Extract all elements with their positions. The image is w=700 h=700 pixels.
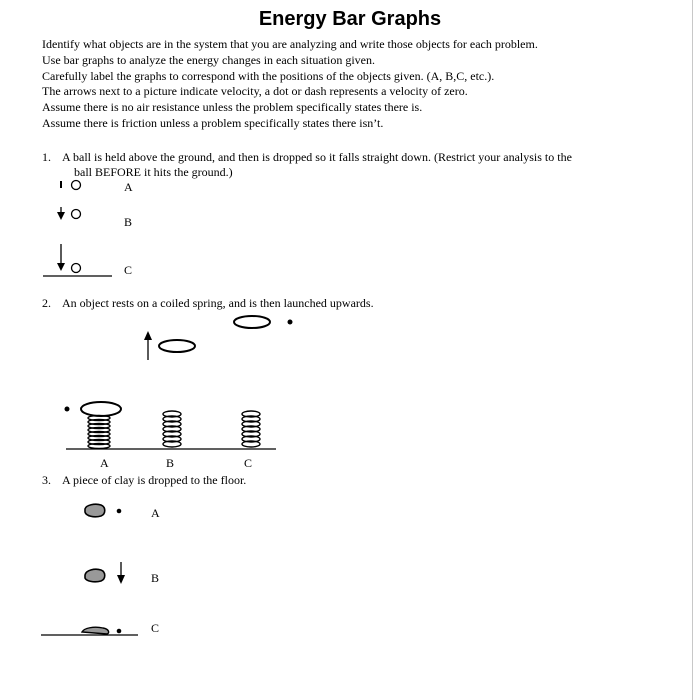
- problem-2-figure: [65, 316, 293, 449]
- object-top: [234, 316, 270, 328]
- page-title: Energy Bar Graphs: [258, 8, 442, 30]
- arrow-head-icon: [117, 575, 125, 584]
- clay-c-flattened: [82, 627, 109, 634]
- problem-3-text: A piece of clay is dropped to the floor.: [62, 473, 247, 487]
- problem-3-label-c: C: [151, 621, 160, 635]
- problem-1-line-1: A ball is held above the ground, and then is dropped so it falls straight down. (Restrict your analysis to the: [62, 150, 572, 164]
- problem-1-number: 1.: [42, 150, 51, 164]
- zero-velocity-dot: [65, 407, 70, 412]
- zero-velocity-dot: [117, 509, 122, 514]
- spring-a: [88, 416, 110, 449]
- object-on-spring: [81, 402, 121, 416]
- ball-b: [72, 210, 81, 219]
- problem-2-text: An object rests on a coiled spring, and is then launched upwards.: [62, 296, 374, 310]
- zero-velocity-dot: [288, 320, 293, 325]
- ball-c: [72, 264, 81, 273]
- problem-2-number: 2.: [42, 296, 51, 310]
- object-launched: [159, 340, 195, 352]
- instruction-line: Carefully label the graphs to correspond with the positions of the objects given. (A, B,C, etc.).: [42, 68, 495, 83]
- problem-3-label-a: A: [151, 506, 160, 520]
- problem-3-number: 3.: [42, 473, 51, 487]
- spring-b: [163, 411, 181, 447]
- problem-3-figure: [41, 504, 138, 635]
- ball-a: [72, 181, 81, 190]
- problem-1-label-c: C: [124, 263, 133, 277]
- problem-2-label-c: C: [244, 456, 253, 470]
- arrow-head-icon: [57, 263, 65, 271]
- instruction-line: Assume there is friction unless a problem specifically states there isn’t.: [42, 115, 384, 130]
- problem-2-label-b: B: [166, 456, 175, 470]
- arrow-head-icon: [57, 212, 65, 220]
- problem-1-line-2: ball BEFORE it hits the ground.): [74, 165, 233, 179]
- zero-velocity-dot: [117, 629, 122, 634]
- problem-1-label-b: B: [124, 215, 133, 229]
- spring-c: [242, 411, 260, 447]
- instruction-line: The arrows next to a picture indicate velocity, a dot or dash represents a velocity of zero.: [42, 84, 468, 99]
- instruction-line: Identify what objects are in the system that you are analyzing and write those objects for each problem.: [42, 37, 538, 51]
- problem-3-label-b: B: [151, 571, 160, 585]
- instruction-line: Use bar graphs to analyze the energy changes in each situation given.: [42, 52, 375, 67]
- problem-2-label-a: A: [100, 456, 109, 470]
- clay-b: [85, 569, 105, 582]
- arrow-head-icon: [144, 331, 152, 340]
- problem-1-figure: [43, 181, 112, 277]
- clay-a: [85, 504, 105, 517]
- instruction-line: Assume there is no air resistance unless the problem specifically states there is.: [42, 100, 423, 115]
- problem-1-label-a: A: [124, 180, 133, 194]
